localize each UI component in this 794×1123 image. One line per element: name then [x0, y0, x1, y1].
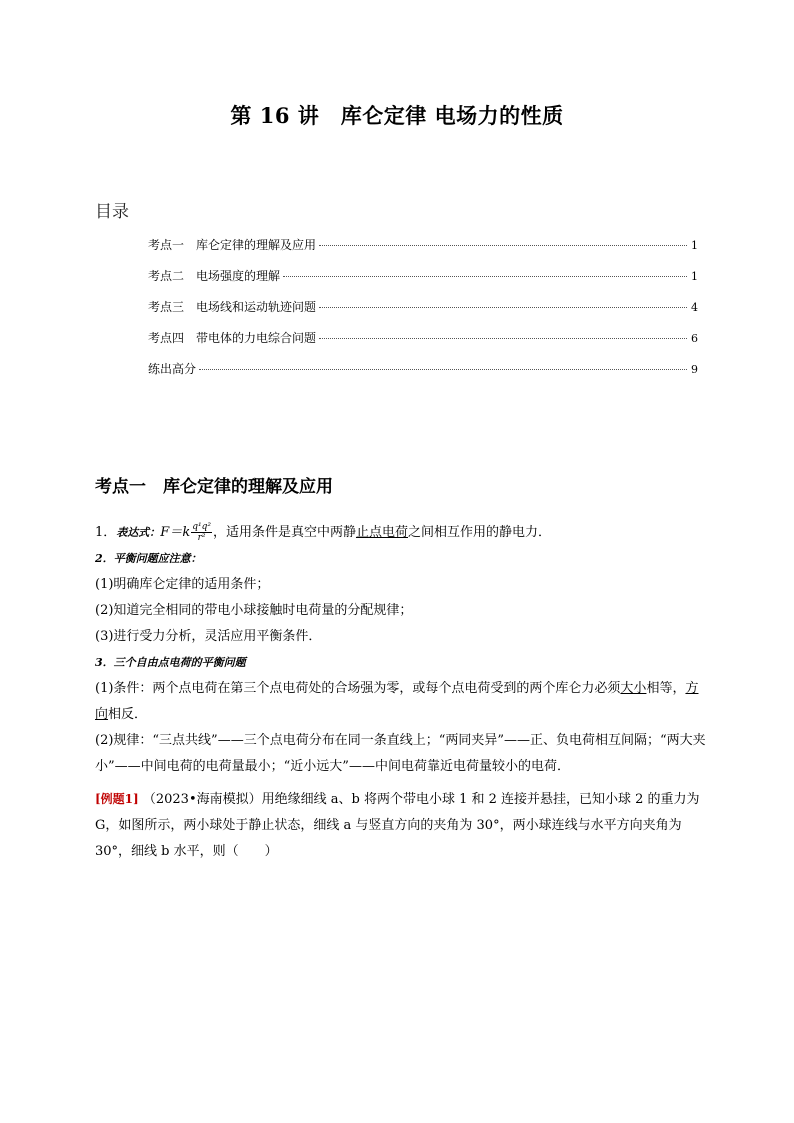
paragraph-condition [95, 676, 707, 728]
list-item: (1)明确库仑定律的适用条件； [95, 577, 270, 592]
example-text: （2023•海南模拟）用绝缘细线 a、b 将两个带电小球 1 和 2 连接并悬挂，已知小球 2 的重力为 G，如图所示，两小球处于静止状态，细线 a 与竖直方向的夹角为 30°，两小球连线与水平方向夹角为 30°，细线 b 水平，则（ ） [95, 792, 700, 859]
formula-eq: ＝k [169, 525, 191, 540]
toc-leader-dots [319, 338, 687, 339]
example-question [95, 786, 707, 865]
underlined-term: 大小 [620, 681, 647, 696]
fraction-denominator: r² [197, 533, 206, 543]
text-segment: ，适用条件是真空中两静 [212, 525, 356, 540]
toc-entry-label: 考点四 带电体的力电综合问题 [148, 331, 317, 345]
toc-entry[interactable] [148, 360, 698, 391]
list-item: (3)进行受力分析，灵活应用平衡条件． [95, 629, 322, 644]
text-segment: 相反． [108, 707, 148, 722]
toc-leader-dots [283, 276, 687, 277]
paragraph-rule: (2)规律：“三点共线”——三个点电荷分布在同一条直线上；“两同夹异”——正、负电荷相互间隔；“两大夹小”——中间电荷的电荷量最小；“近小远大”——中间电荷靠近电荷量较小的电荷． [95, 733, 706, 774]
toc-entry[interactable] [148, 298, 698, 329]
text-segment: 之间相互作用的静电力． [407, 525, 551, 540]
paragraph-expression [95, 520, 707, 546]
toc-entry[interactable] [148, 236, 698, 267]
page-title: 第 16 讲 库仑定律 电场力的性质 [230, 103, 564, 128]
list-item: (2)知道完全相同的带电小球接触时电荷量的分配规律； [95, 603, 413, 618]
toc-entry[interactable] [148, 329, 698, 360]
toc-leader-dots [319, 307, 687, 308]
table-of-contents [148, 236, 698, 391]
example-tag: [例题1] [95, 792, 139, 806]
toc-entry-page: 1 [691, 270, 698, 283]
formula-fraction [191, 522, 212, 543]
item-lead: 表达式： [116, 526, 161, 539]
fraction-numerator: q¹q² [192, 522, 211, 532]
toc-leader-dots [199, 369, 687, 370]
section-content [95, 520, 707, 865]
formula-f: F [160, 525, 170, 540]
toc-entry-page: 6 [691, 332, 698, 345]
toc-entry-page: 9 [691, 363, 698, 376]
section-heading: 考点一 库仑定律的理解及应用 [95, 477, 333, 497]
subheading-balance: 2．平衡问题应注意： [95, 552, 202, 565]
subheading-three-charges: 3．三个自由点电荷的平衡问题 [95, 656, 246, 669]
text-segment: (1)条件：两个点电荷在第三个点电荷处的合场强为零，或每个点电荷受到的两个库仑力必须 [95, 681, 621, 696]
toc-heading: 目录 [95, 202, 129, 222]
toc-entry-label: 练出高分 [148, 362, 197, 376]
toc-entry[interactable] [148, 267, 698, 298]
toc-leader-dots [319, 245, 687, 246]
item-number: 1． [95, 525, 117, 540]
toc-entry-page: 4 [691, 301, 698, 314]
underlined-term: 方向 [95, 681, 699, 722]
underlined-term: 止点电荷 [355, 525, 408, 540]
text-segment: 相等， [646, 681, 686, 696]
toc-entry-page: 1 [691, 239, 698, 252]
toc-entry-label: 考点一 库仑定律的理解及应用 [148, 238, 317, 252]
toc-entry-label: 考点三 电场线和运动轨迹问题 [148, 300, 317, 314]
toc-entry-label: 考点二 电场强度的理解 [148, 269, 281, 283]
